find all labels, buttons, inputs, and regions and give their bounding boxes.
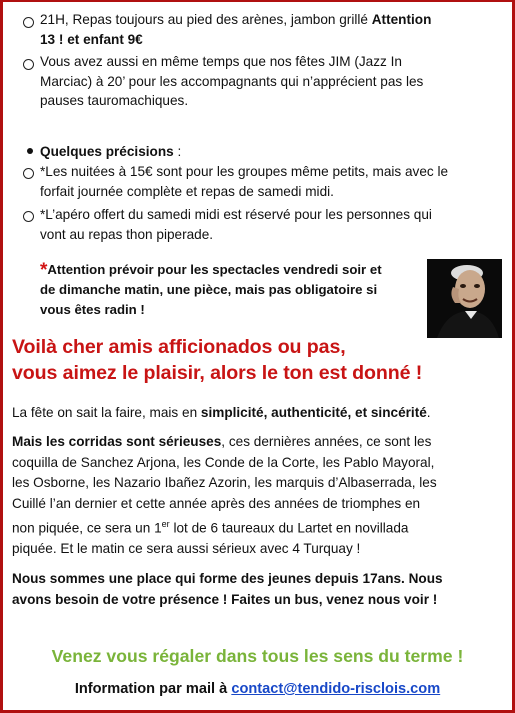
- item-bold-text: Attention: [371, 12, 432, 27]
- list-item-nuitees: [40, 162, 500, 201]
- closing-slogan: Venez vous régaler dans tous les sens du terme !: [51, 646, 464, 666]
- paragraph-corridas: [12, 432, 509, 560]
- item-bold-text: 13 ! et enfant 9€: [40, 31, 143, 47]
- item-line: pauses tauromachiques.: [40, 93, 189, 108]
- precisions-label: Quelques précisions: [40, 144, 174, 159]
- red-asterisk: *: [40, 260, 48, 281]
- list-item-jazz: [40, 52, 500, 111]
- para-line: avons besoin de votre présence ! Faites un bus, venez nous voir !: [12, 591, 438, 607]
- contact-email-link[interactable]: contact@tendido-risclois.com: [231, 681, 441, 697]
- para-line: Nous sommes une place qui forme des jeunes depuis 17ans. Nous: [12, 571, 443, 586]
- headline-line: vous aimez le plaisir, alors le ton est donné !: [12, 362, 423, 384]
- portrait-image: [427, 259, 502, 338]
- paragraph-fete: [12, 403, 509, 424]
- item-line: Vous avez aussi en même temps que nos fêtes JIM (Jazz In: [40, 54, 402, 69]
- attention-line: vous êtes radin !: [40, 302, 145, 317]
- item-line: Marciac) à 20’ pour les accompagnants qui n’apprécient pas les: [40, 73, 424, 89]
- para-line: les Osborne, les Nazario Ibañez Azorin, les marquis d’Albaserrada, les: [12, 475, 437, 490]
- attention-line: Attention prévoir pour les spectacles vendredi soir et: [47, 262, 382, 277]
- attention-line: de dimanche matin, une pièce, mais pas obligatoire si: [40, 282, 378, 297]
- item-line: [40, 10, 500, 30]
- portrait-photo: [427, 259, 502, 338]
- hollow-bullet-icon: [23, 17, 34, 28]
- headline-line: Voilà cher amis afficionados ou pas,: [12, 336, 346, 358]
- item-line: vont au repas thon piperade.: [40, 226, 214, 242]
- hollow-bullet-icon: [23, 168, 34, 179]
- item-line: *Les nuitées à 15€ sont pour les groupes même petits, mais avec le: [40, 164, 449, 179]
- para-bold-text: simplicité, authenticité, et sincérité: [200, 405, 427, 420]
- para-bold-text: Mais les corridas sont sérieuses: [12, 434, 222, 449]
- filled-bullet-icon: [27, 148, 33, 154]
- item-text: 21H, Repas toujours au pied des arènes, jambon grillé: [40, 12, 372, 27]
- item-line: forfait journée complète et repas de samedi midi.: [40, 183, 334, 199]
- hollow-bullet-icon: [23, 59, 34, 70]
- para-line: coquilla de Sanchez Arjona, les Conde de la Corte, les Pablo Mayoral,: [12, 454, 435, 470]
- list-item-apero: [40, 205, 500, 244]
- paragraph-jeunes: [12, 569, 509, 610]
- para-line: Cuillé l’an dernier et cette année après des années de triomphes en: [12, 495, 421, 511]
- list-item-dinner: [40, 10, 500, 49]
- attention-note: [40, 260, 420, 320]
- hollow-bullet-icon: [23, 211, 34, 222]
- para-line: piquée. Et le matin ce sera aussi sérieux avec 4 Turquay !: [12, 541, 361, 557]
- para-text: La fête on sait la faire, mais en: [12, 405, 201, 420]
- para-text: non piquée, ce sera un 1: [12, 520, 162, 536]
- precisions-heading: [40, 142, 181, 162]
- superscript: er: [161, 519, 170, 529]
- contact-label: Information par mail à: [74, 681, 232, 697]
- headline: [12, 334, 512, 386]
- para-text: , ces dernières années, ce sont les: [221, 434, 432, 449]
- para-text: lot de 6 taureaux du Lartet en novillada: [169, 520, 409, 536]
- para-text: .: [426, 405, 431, 420]
- precisions-colon: :: [173, 144, 182, 159]
- item-line: *L’apéro offert du samedi midi est réservé pour les personnes qui: [40, 207, 432, 222]
- contact-line: [3, 681, 512, 697]
